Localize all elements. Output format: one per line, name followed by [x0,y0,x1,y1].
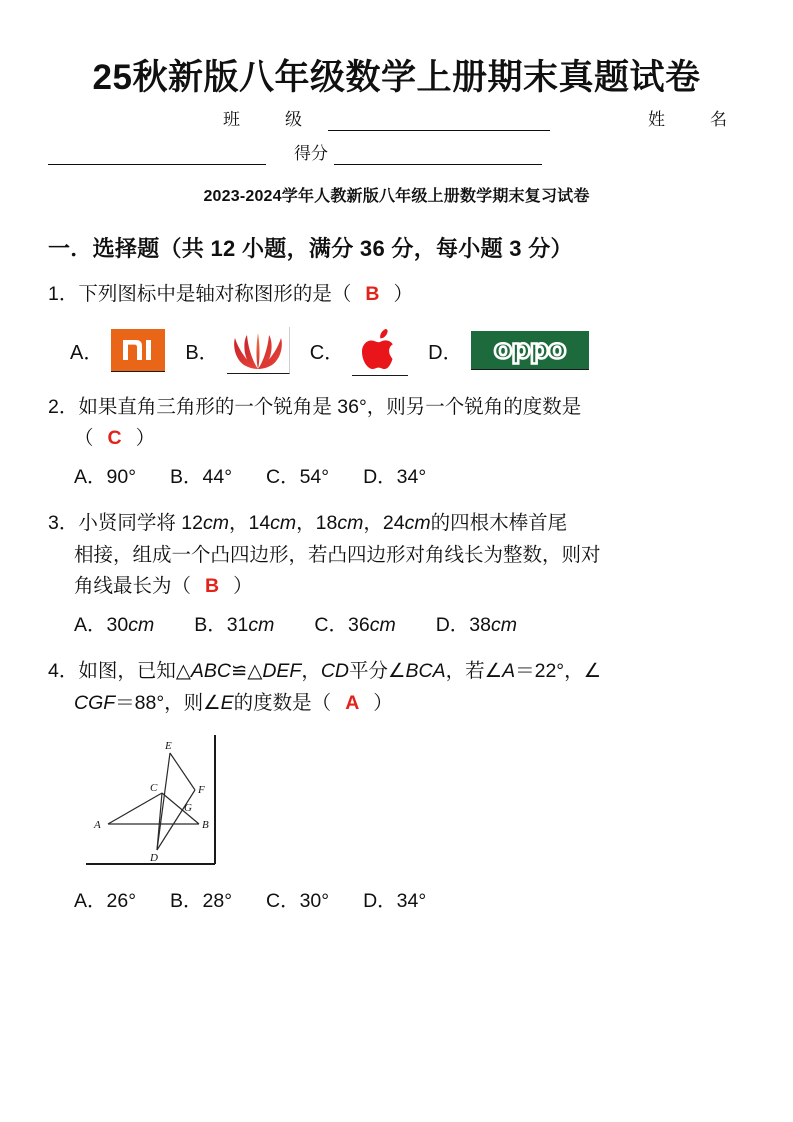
question-2-number: 2． [48,395,79,418]
student-info-header [0,97,793,165]
question-4-paren-close: ） [373,691,393,714]
question-1-option-d[interactable] [428,331,588,370]
svg-text:E: E [165,740,172,753]
option-d-letter: D． [428,341,463,364]
svg-text:C: C [150,782,158,795]
svg-text:D: D [150,852,158,865]
question-4-text-b: ， [301,660,321,683]
question-1-option-b[interactable] [185,327,289,374]
question-3-number: 3． [48,512,79,535]
svg-text:G: G [184,802,192,815]
label-angle-e: E [220,691,234,714]
question-2 [0,392,793,492]
header-row-class-name [48,97,745,131]
question-3-text-a: 小贤同学将 12 [78,512,203,535]
question-1-option-a[interactable] [70,329,165,372]
question-3-stem-line3 [48,571,745,603]
question-3-paren-open: 角线最长为（ [74,575,192,598]
question-1-text: 下列图标中是轴对称图形的是（ [78,283,352,306]
question-4-answer: A [345,691,360,714]
question-2-options [48,463,745,492]
question-1-stem [48,279,745,311]
question-1-paren-close: ） [393,283,413,306]
question-3-answer: B [205,575,220,598]
question-1-number: 1． [48,283,79,306]
question-2-option-c[interactable]: C．54° [266,465,330,488]
apple-logo [352,325,408,376]
question-3-text-d: ，24 [363,512,405,535]
question-1 [0,279,793,376]
question-4-option-a[interactable]: A．26° [74,890,136,913]
question-3-unit-1: cm [202,512,229,535]
question-3-text-c: ，18 [296,512,338,535]
question-4-option-b[interactable]: B．28° [170,890,232,913]
option-c-letter: C． [309,341,345,364]
question-2-option-b[interactable]: B．44° [170,465,232,488]
question-4-option-c[interactable]: C．30° [266,890,330,913]
label-bca: BCA [405,660,446,683]
class-label: 班 级 [223,110,316,130]
question-3-option-d[interactable]: D．38cm [435,613,517,636]
xiaomi-logo [111,329,165,372]
question-2-stem-line2 [48,423,745,455]
header-row-score [48,131,745,165]
question-3-text-e: 的四根木棒首尾 [430,512,568,535]
name-label: 姓 名 [648,110,741,130]
question-3 [0,508,793,640]
question-3-paren-close: ） [233,575,253,598]
question-4-stem-line1 [48,656,745,688]
question-3-option-c[interactable]: C．36cm [314,613,396,636]
question-4-text-a: 如图，已知 [78,660,176,683]
oppo-logo [471,331,589,370]
label-cd: CD [320,660,350,683]
question-1-answer: B [365,283,380,306]
label-abc: ABC [190,660,231,683]
question-3-text-b: ，14 [228,512,271,535]
question-3-unit-2: cm [270,512,297,535]
svg-text:F: F [198,784,205,797]
question-2-option-d[interactable]: D．34° [363,465,427,488]
question-4-number: 4． [48,660,79,683]
question-4-line2-b: ＝88°，则∠ [115,691,221,714]
score-label: 得分 [294,144,328,164]
svg-text:A: A [94,819,101,832]
triangle-symbol-2: △ [247,660,263,683]
svg-text:B: B [202,819,209,832]
score-input-line[interactable] [334,144,542,165]
question-4-options [48,887,745,916]
section-heading-choice: 一．选择题（共 12 小题，满分 36 分，每小题 3 分） [48,236,573,262]
page-title: 25秋新版八年级数学上册期末真题试卷 [92,58,701,97]
question-3-unit-4: cm [404,512,431,535]
label-cgf: CGF [74,691,116,714]
oppo-wordmark: oppo [493,334,566,366]
question-4-text-c: 平分∠ [349,660,406,683]
question-1-option-c[interactable] [310,325,408,376]
question-2-option-a[interactable]: A．90° [74,465,136,488]
label-def: DEF [262,660,302,683]
label-angle-a: A [502,660,516,683]
huawei-logo [227,327,290,374]
question-3-option-a[interactable]: A．30cm [74,613,155,636]
triangle-symbol-1: △ [175,660,191,683]
question-4-text-d: ，若∠ [445,660,503,683]
question-4-text-e: ＝22°，∠ [515,660,602,683]
question-3-stem-line2: 相接，组成一个凸四边形，若凸四边形对角线长为整数，则对 [74,543,601,566]
name-input-line[interactable] [48,144,266,165]
question-3-options [48,611,745,640]
class-input-line[interactable] [328,110,550,131]
question-4-figure-wrap [48,733,745,873]
question-3-unit-3: cm [337,512,364,535]
option-a-letter: A． [70,341,104,364]
question-2-answer: C [107,427,122,450]
question-2-text-line1: 如果直角三角形的一个锐角是 36°，则另一个锐角的度数是 [78,395,582,418]
question-2-stem [48,392,745,424]
question-2-paren-close: ） [135,427,156,450]
congruent-triangles-figure [84,733,232,873]
question-4-line2-c: 的度数是（ [233,691,332,714]
page-subtitle: 2023-2024学年人教新版八年级上册数学期末复习试卷 [203,188,590,206]
option-b-letter: B． [185,341,219,364]
question-4-option-d[interactable]: D．34° [363,890,427,913]
question-3-option-b[interactable]: B．31cm [194,613,275,636]
question-4 [0,656,793,916]
congruent-symbol: ≌ [230,660,248,683]
question-3-stem-line1 [48,508,745,540]
question-1-options [48,325,745,376]
question-2-paren-open: （ [74,427,94,450]
question-4-stem-line2 [48,688,745,720]
